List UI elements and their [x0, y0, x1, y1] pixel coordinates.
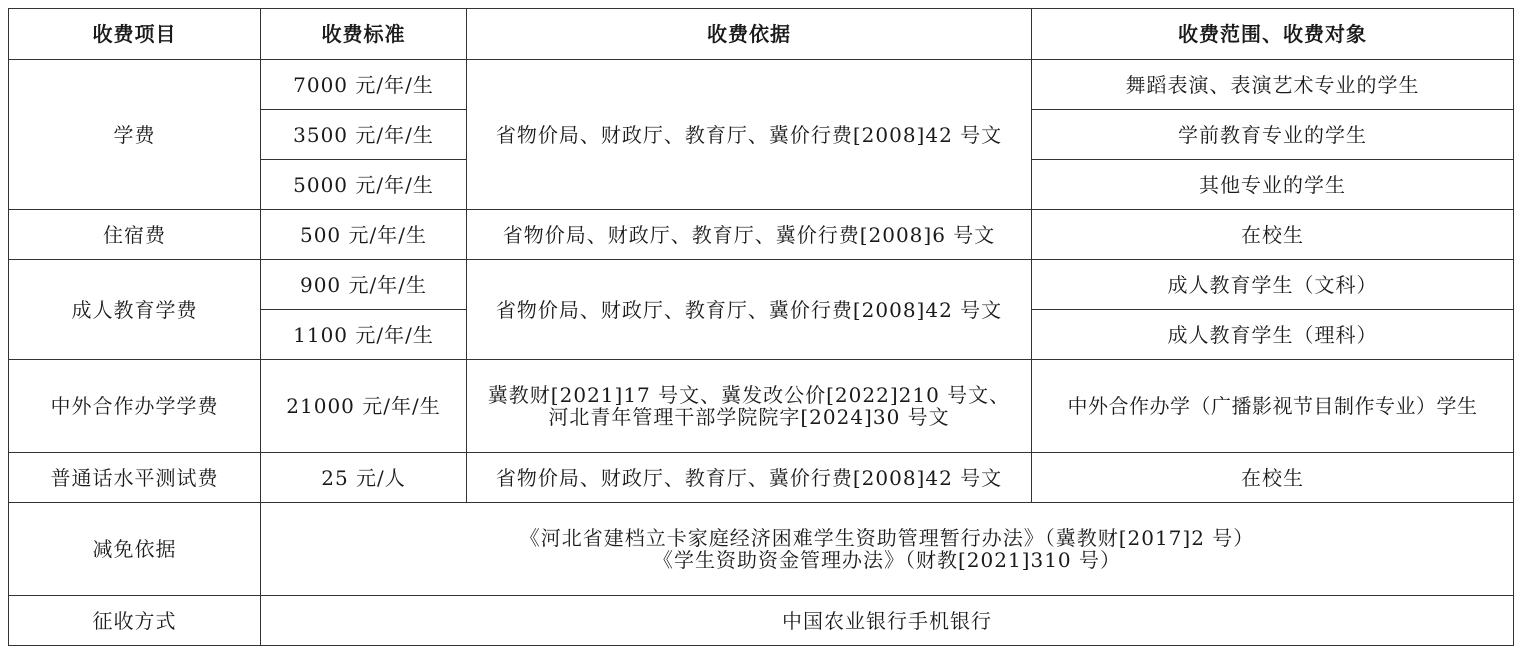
- table-row: [9, 260, 1514, 310]
- tuition-standard-2: 3500 元/年/生: [261, 110, 467, 160]
- tuition-scope-2: 学前教育专业的学生: [1032, 110, 1514, 160]
- joint-program-basis-line-2: 河北青年管理干部学院院字[2024]30 号文: [548, 405, 950, 429]
- table-row: [9, 503, 1514, 596]
- table-row: [9, 596, 1514, 646]
- header-standard: 收费标准: [261, 9, 467, 60]
- accommodation-scope: 在校生: [1032, 210, 1514, 260]
- table-row: [9, 453, 1514, 503]
- header-row: [9, 9, 1514, 60]
- joint-program-standard: 21000 元/年/生: [261, 360, 467, 453]
- adult-tuition-standard-1: 900 元/年/生: [261, 260, 467, 310]
- adult-tuition-basis: 省物价局、财政厅、教育厅、冀价行费[2008]42 号文: [467, 260, 1032, 360]
- tuition-basis: 省物价局、财政厅、教育厅、冀价行费[2008]42 号文: [467, 60, 1032, 210]
- mandarin-test-scope: 在校生: [1032, 453, 1514, 503]
- header-item: 收费项目: [9, 9, 261, 60]
- mandarin-test-standard: 25 元/人: [261, 453, 467, 503]
- tuition-standard-3: 5000 元/年/生: [261, 160, 467, 210]
- reduction-item: 减免依据: [9, 503, 261, 596]
- reduction-line-1: 《河北省建档立卡家庭经济困难学生资助管理暂行办法》（冀教财[2017]2 号）: [519, 526, 1255, 550]
- adult-tuition-scope-1: 成人教育学生（文科）: [1032, 260, 1514, 310]
- joint-program-item: 中外合作办学学费: [9, 360, 261, 453]
- tuition-standard-1: 7000 元/年/生: [261, 60, 467, 110]
- mandarin-test-item: 普通话水平测试费: [9, 453, 261, 503]
- table-row: [9, 360, 1514, 453]
- adult-tuition-standard-2: 1100 元/年/生: [261, 310, 467, 360]
- accommodation-basis: 省物价局、财政厅、教育厅、冀价行费[2008]6 号文: [467, 210, 1032, 260]
- accommodation-standard: 500 元/年/生: [261, 210, 467, 260]
- accommodation-item: 住宿费: [9, 210, 261, 260]
- fee-table: [8, 8, 1514, 646]
- header-basis: 收费依据: [467, 9, 1032, 60]
- mandarin-test-basis: 省物价局、财政厅、教育厅、冀价行费[2008]42 号文: [467, 453, 1032, 503]
- tuition-scope-1: 舞蹈表演、表演艺术专业的学生: [1032, 60, 1514, 110]
- reduction-line-2: 《学生资助资金管理办法》（财教[2021]310 号）: [652, 548, 1122, 572]
- header-scope: 收费范围、收费对象: [1032, 9, 1514, 60]
- tuition-item: 学费: [9, 60, 261, 210]
- joint-program-scope: 中外合作办学（广播影视节目制作专业）学生: [1032, 360, 1514, 453]
- tuition-scope-3: 其他专业的学生: [1032, 160, 1514, 210]
- collection-method: 中国农业银行手机银行: [261, 596, 1514, 646]
- joint-program-basis: [467, 360, 1032, 453]
- reduction-content: [261, 503, 1514, 596]
- adult-tuition-item: 成人教育学费: [9, 260, 261, 360]
- joint-program-basis-line-1: 冀教财[2021]17 号文、冀发改公价[2022]210 号文、: [487, 383, 1011, 407]
- collection-item: 征收方式: [9, 596, 261, 646]
- table-row: [9, 210, 1514, 260]
- table-row: [9, 60, 1514, 110]
- adult-tuition-scope-2: 成人教育学生（理科）: [1032, 310, 1514, 360]
